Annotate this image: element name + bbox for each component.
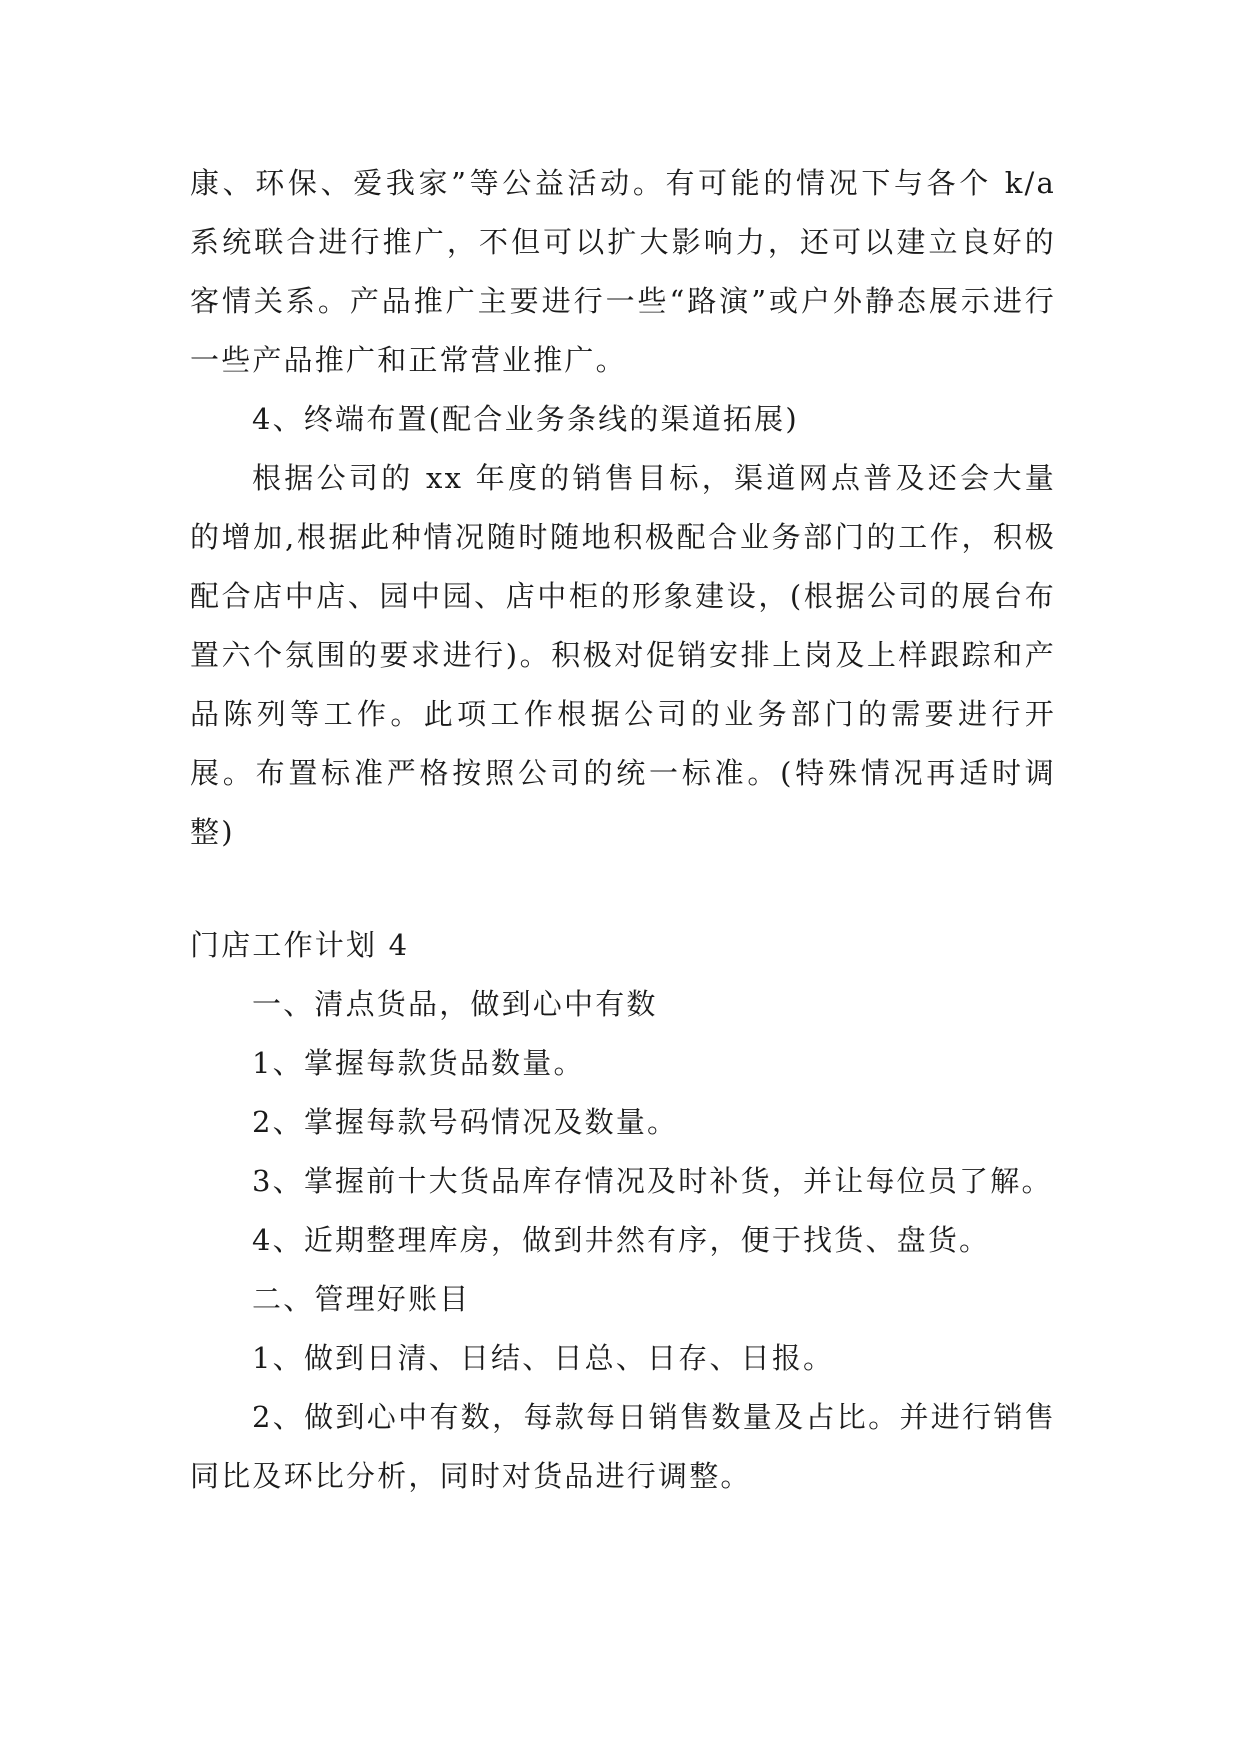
document-page <box>190 154 1056 1506</box>
paragraph-item: 2、做到心中有数，每款每日销售数量及占比。并进行销售同比及环比分析，同时对货品进行调整。 <box>190 1400 1056 1493</box>
paragraph-terminal-layout-body: 根据公司的 xx 年度的销售目标，渠道网点普及还会大量的增加,根据此种情况随时随地积极配合业务部门的工作，积极配合店中店、园中园、店中柜的形象建设，(根据公司的展台布置六个氛围的要求进行)。积极对促销安排上岗及上样跟踪和产品陈列等工作。此项工作根据公司的业务部门的需要进行开展。布置标准严格按照公司的统一标准。(特殊情况再适时调整) <box>190 461 1056 849</box>
paragraph-item: 3、掌握前十大货品库存情况及时补货，并让每位员了解。 <box>252 1164 1053 1198</box>
paragraph-item: 1、掌握每款货品数量。 <box>252 1046 585 1080</box>
paragraph-item: 2、掌握每款号码情况及数量。 <box>252 1105 679 1139</box>
paragraph-terminal-layout-heading: 4、终端布置(配合业务条线的渠道拓展) <box>252 402 799 436</box>
paragraph-item: 4、近期整理库房，做到井然有序，便于找货、盘货。 <box>252 1223 991 1257</box>
paragraph-item: 一、清点货品，做到心中有数 <box>252 987 658 1021</box>
paragraph-item: 二、管理好账目 <box>252 1282 471 1316</box>
paragraph-continuation: 康、环保、爱我家”等公益活动。有可能的情况下与各个 k/a 系统联合进行推广，不但可以扩大影响力，还可以建立良好的客情关系。产品推广主要进行一些“路演”或户外静态展示进行一些产品推广和正常营业推广。 <box>190 166 1056 377</box>
paragraph-item: 1、做到日清、日结、日总、日存、日报。 <box>252 1341 835 1375</box>
section-heading: 门店工作计划 4 <box>190 928 410 962</box>
